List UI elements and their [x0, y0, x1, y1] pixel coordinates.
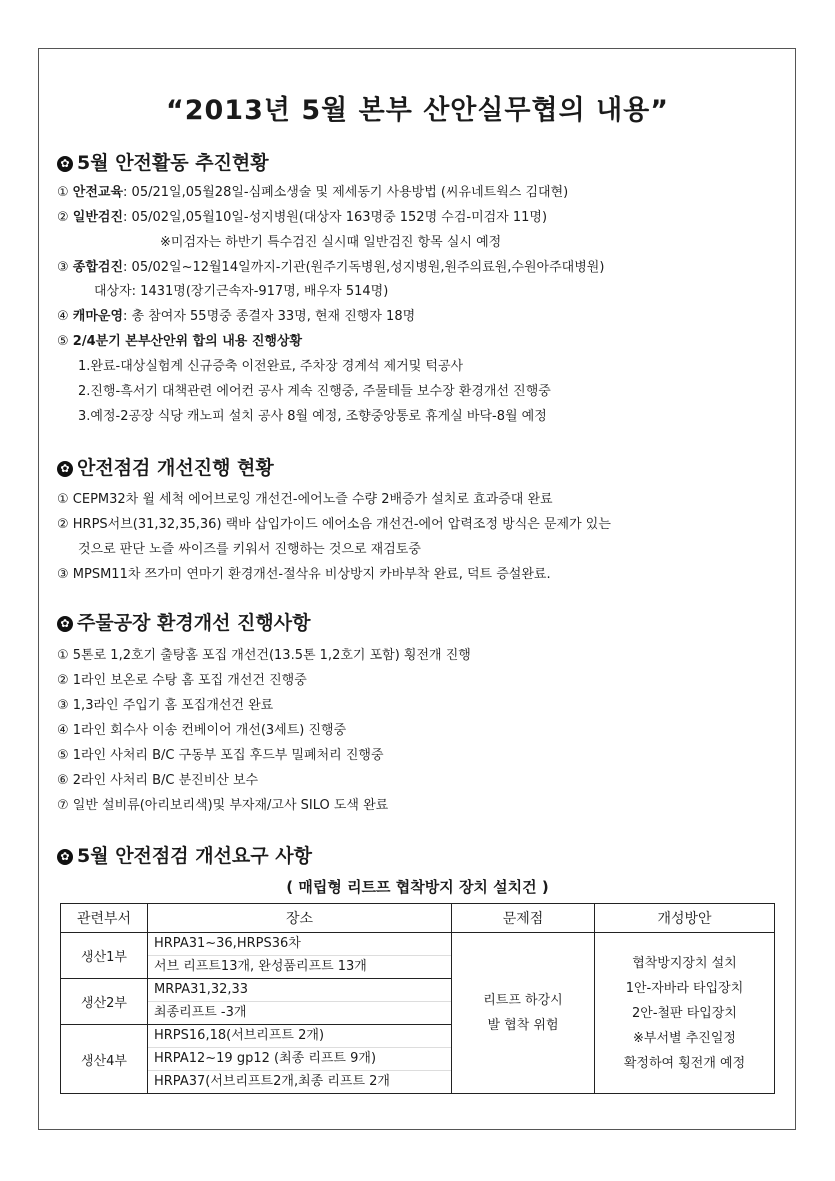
list-item: ③ MPSM11차 쯔가미 연마기 환경개선-절삭유 비상방지 카바부착 완료, 덕트 증설완료.: [57, 567, 551, 582]
list-item: ⑤ 2/4분기 본부산안위 합의 내용 진행상황: [57, 334, 303, 349]
list-item: ① 안전교육: 05/21일,05월28일-심폐소생술 및 제세동기 사용방법 (씨유네트웍스 김대현): [57, 185, 569, 200]
section-heading-text: 5월 안전활동 추진현황: [77, 152, 269, 174]
solution-line: 협착방지장치 설치: [632, 955, 737, 971]
flower-bullet-icon: ✿: [57, 849, 73, 865]
list-item: ② HRPS서브(31,32,35,36) 랙바 삽입가이드 에어소음 개선건-에어 압력조정 방식은 문제가 있는: [57, 517, 611, 532]
section-heading-text: 안전점검 개선진행 현황: [77, 457, 274, 479]
place-line: 서브 리프트13개, 완성품리프트 13개: [154, 959, 367, 974]
list-item: ④ 1라인 회수사 이송 컨베이어 개선(3세트) 진행중: [57, 723, 347, 738]
list-note: 대상자: 1431명(장기근속자-917명, 배우자 514명): [94, 284, 389, 299]
place-line: 최종리프트 -3개: [154, 1005, 247, 1020]
list-item: ① 5톤로 1,2호기 출탕홈 포집 개선건(13.5톤 1,2호기 포함) 횡전개 진행: [57, 648, 471, 663]
table-caption: ( 매립형 리트프 협착방지 장치 설치건 ): [286, 878, 549, 896]
column-header: 개성방안: [595, 904, 775, 933]
column-header: 관련부서: [61, 904, 148, 933]
problem-line: 발 협착 위험: [487, 1018, 559, 1033]
place-line: HRPA31~36,HRPS36차: [148, 933, 451, 956]
list-item: ⑥ 2라인 사처리 B/C 분진비산 보수: [57, 773, 259, 788]
section-heading-foundry: [57, 608, 310, 635]
place-cell: [148, 979, 452, 1025]
section-heading-text: 주물공장 환경개선 진행사항: [77, 612, 311, 634]
list-item: ③ 종합검진: 05/02일~12월14일까지-기관(원주기독병원,성지병원,원주의료원,수원아주대병원): [57, 260, 605, 275]
list-item: ② 일반검진: 05/02일,05월10일-성지병원(대상자 163명중 152명 수검-미검자 11명): [57, 210, 548, 225]
place-line: HRPS16,18(서브리프트 2개): [148, 1025, 451, 1048]
flower-bullet-icon: ✿: [57, 461, 73, 477]
improvement-table: [60, 903, 775, 1094]
list-subitem: 2.진행-흑서기 대책관련 에어컨 공사 계속 진행중, 주물테들 보수장 환경개선 진행중: [78, 384, 551, 399]
section-heading-text: 5월 안전점검 개선요구 사항: [77, 845, 312, 867]
solution-line: 2안-철판 타입장치: [631, 1005, 737, 1021]
problem-line: 리트프 하강시: [483, 993, 563, 1008]
column-header: 문제점: [452, 904, 595, 933]
place-line: MRPA31,32,33: [148, 979, 451, 1002]
list-item: ⑤ 1라인 사처리 B/C 구동부 포집 후드부 밀폐처리 진행중: [57, 748, 384, 763]
list-item-continued: 것으로 판단 노즐 싸이즈를 키워서 진행하는 것으로 재검토중: [78, 542, 421, 557]
section-heading-safety-activities: [57, 148, 269, 175]
place-cell: [148, 1025, 452, 1094]
table-header-row: [61, 904, 775, 933]
list-item: ④ 캐마운영: 총 참여자 55명중 종결자 33명, 현재 진행자 18명: [57, 309, 416, 324]
document-title: “2013년 5월 본부 산안실무협의 내용”: [165, 95, 669, 126]
list-note: ※미검자는 하반기 특수검진 실시때 일반검진 항목 실시 예정: [160, 235, 502, 250]
place-line: HRPA37(서브리프트2개,최종 리프트 2개: [154, 1074, 390, 1089]
flower-bullet-icon: ✿: [57, 616, 73, 632]
dept-cell: 생산1부: [61, 933, 148, 979]
dept-cell: 생산2부: [61, 979, 148, 1025]
list-item: ⑦ 일반 설비류(아리보리색)및 부자재/고사 SILO 도색 완료: [57, 798, 389, 813]
place-cell: [148, 933, 452, 979]
column-header: 장소: [148, 904, 452, 933]
solution-line: 확정하여 횡전개 예정: [623, 1055, 746, 1071]
table-row: [61, 933, 775, 979]
list-item: ① CEPM32차 윌 세척 에어브로잉 개선건-에어노즐 수량 2배증가 설치로 효과증대 완료: [57, 492, 553, 507]
section-heading-improvement-requests: [57, 841, 312, 868]
place-line: HRPA12~19 gp12 (최종 리프트 9개): [148, 1048, 451, 1071]
list-subitem: 3.예정-2공장 식당 캐노피 설치 공사 8월 예정, 조향중앙통로 휴게실 바닥-8월 예정: [78, 409, 547, 424]
solution-cell: [595, 933, 775, 1094]
section-heading-inspection: [57, 453, 274, 480]
problem-cell: [452, 933, 595, 1094]
solution-line: 1안-자바라 타입장치: [625, 980, 744, 996]
list-item: ③ 1,3라인 주입기 홈 포집개선건 완료: [57, 698, 274, 713]
list-item: ② 1라인 보온로 수탕 홈 포집 개선건 진행중: [57, 673, 307, 688]
flower-bullet-icon: ✿: [57, 156, 73, 172]
list-subitem: 1.완료-대상실험계 신규증축 이전완료, 주차장 경계석 제거및 턱공사: [78, 359, 464, 374]
solution-line: ※부서별 추진일정: [633, 1030, 736, 1046]
dept-cell: 생산4부: [61, 1025, 148, 1094]
